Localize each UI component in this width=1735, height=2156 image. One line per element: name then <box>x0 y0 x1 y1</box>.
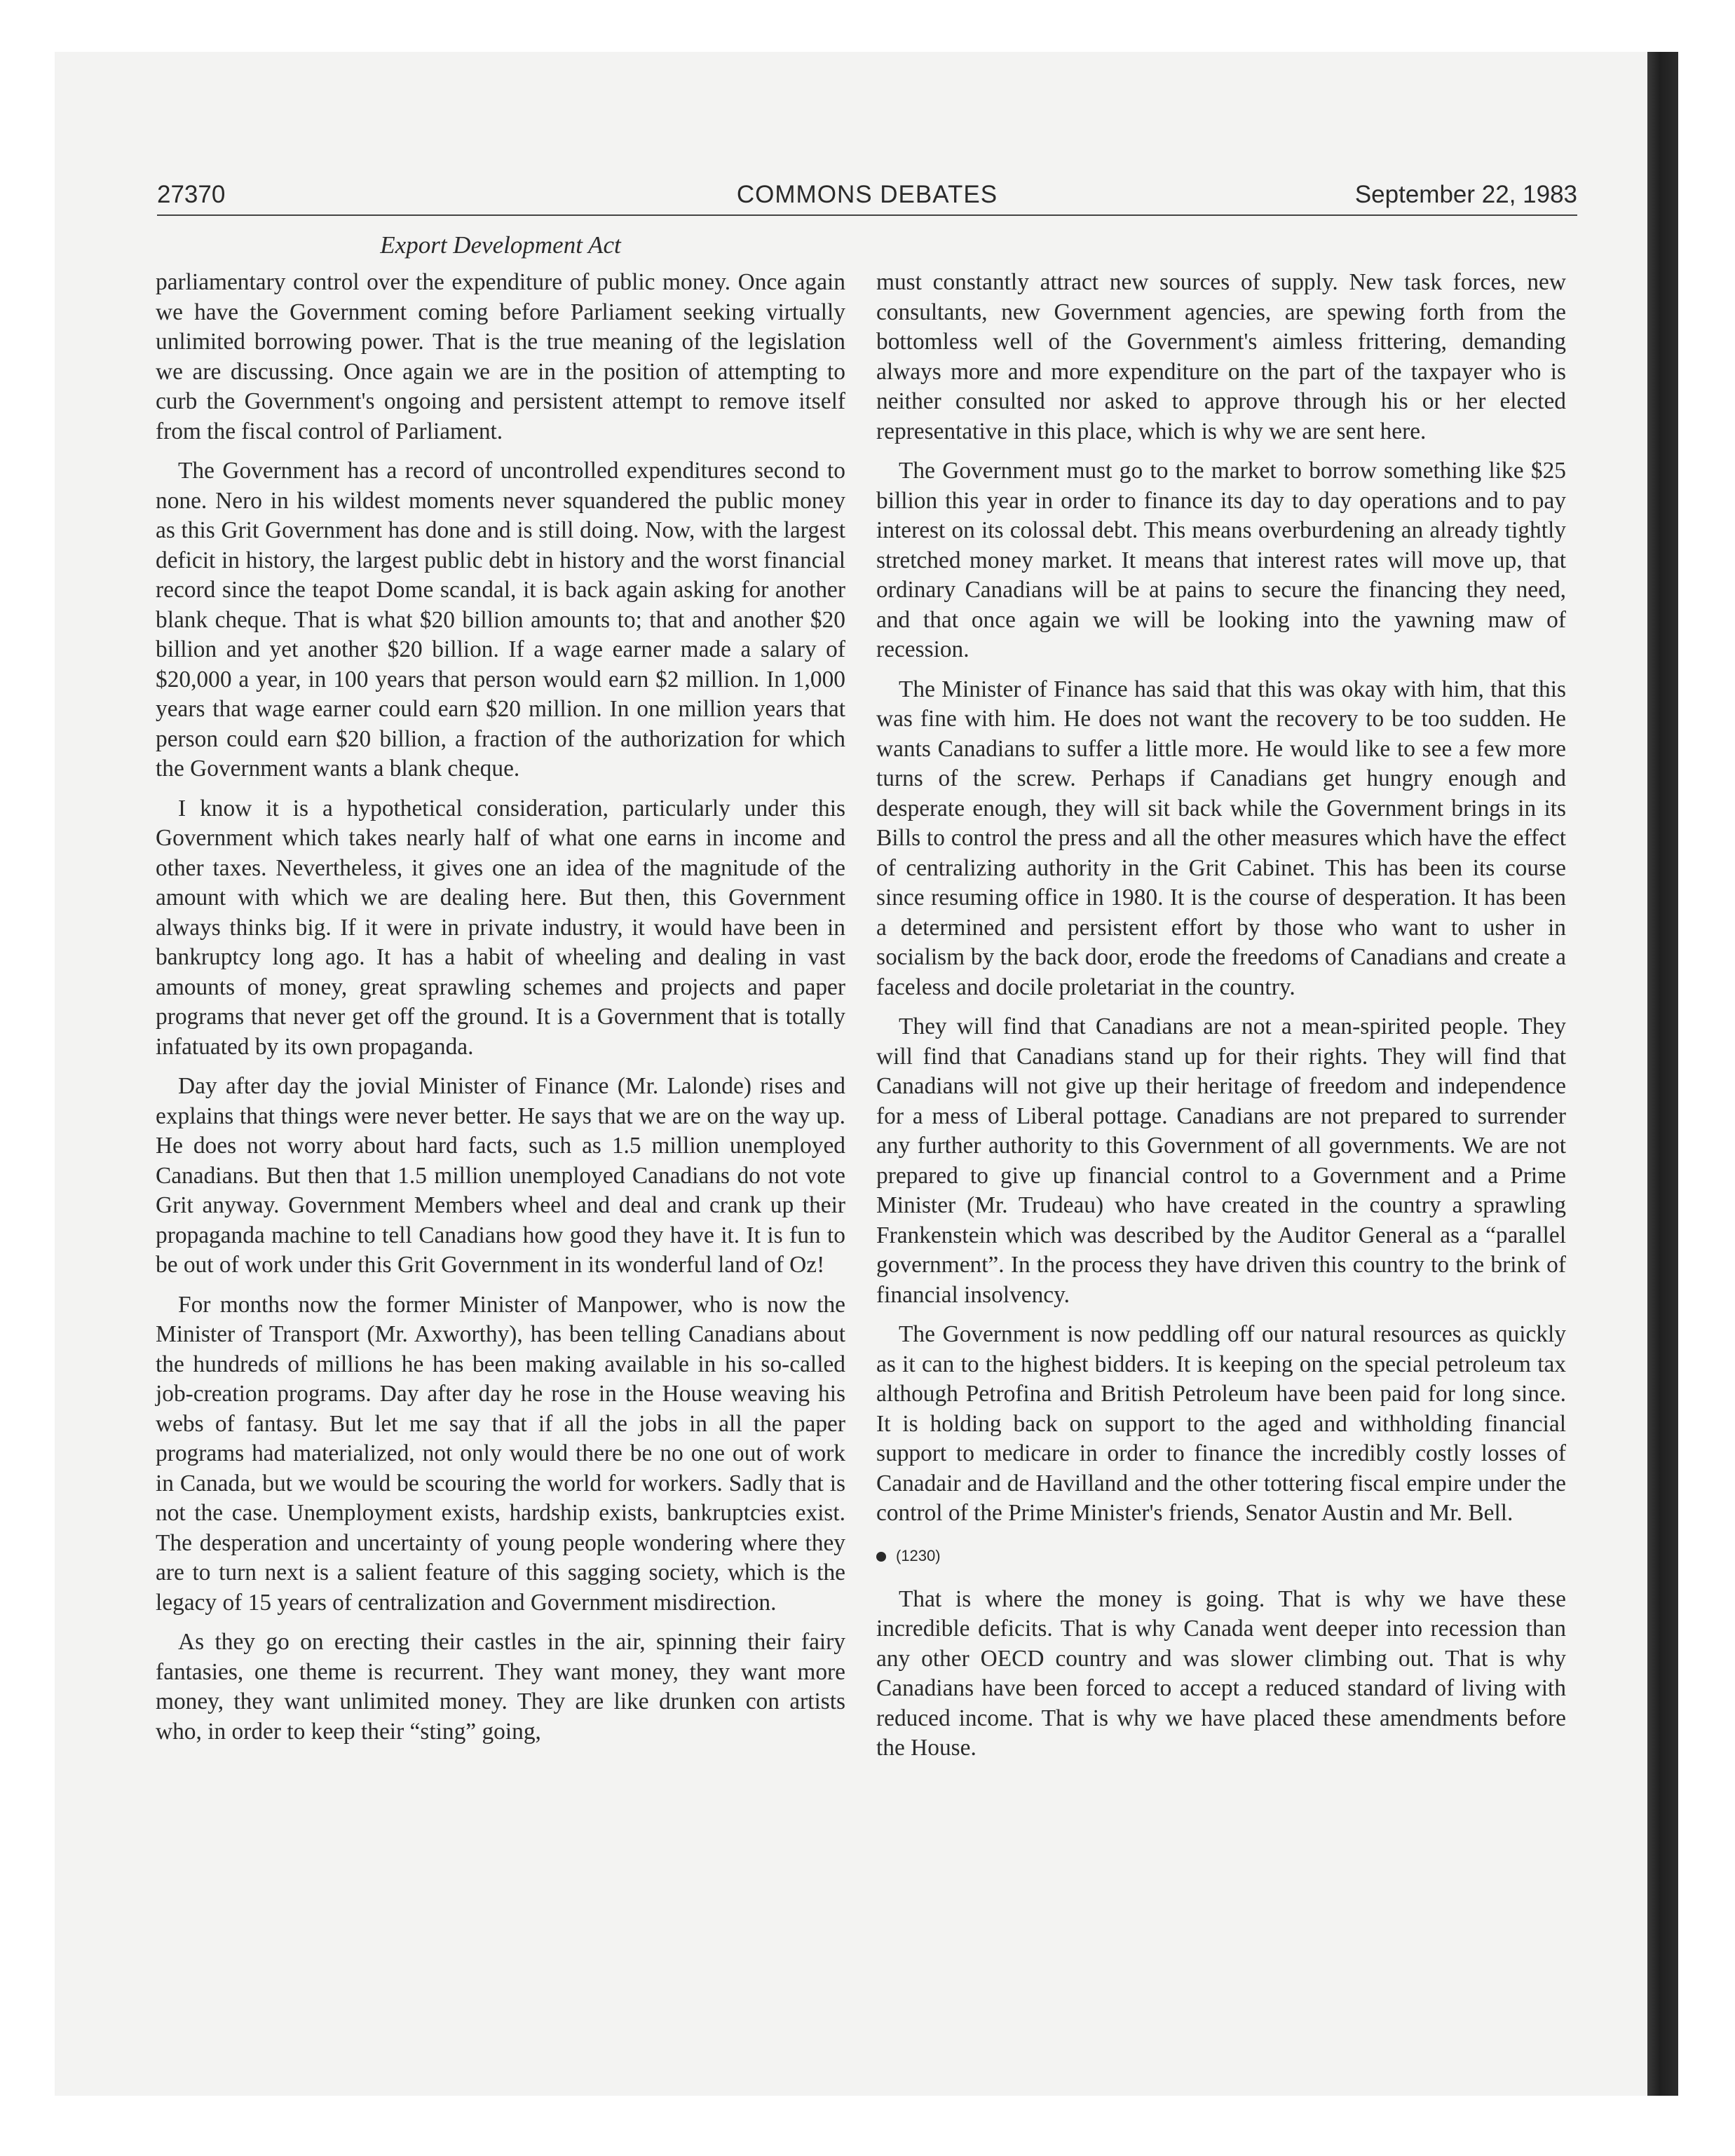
time-marker-label: (1230) <box>896 1546 941 1564</box>
paragraph: The Government is now peddling off our natural resources as quickly as it can to the highest bidders. It is keeping on the special petroleum tax although Petrofina and British Petroleum have been paid for long since. It is holding back on support to the aged and withholding financial support to medicare in order to finance the incredibly costly losses of Canadair and de Havilland and the other tottering fiscal empire under the control of the Prime Minister's friends, Senator Austin and Mr. Bell. <box>876 1321 1566 1526</box>
running-header <box>157 181 1577 216</box>
paragraph: I know it is a hypothetical consideration, particularly under this Government which takes nearly half of what one earns in income and other taxes. Nevertheless, it gives one an idea of the magnitude of the amount with which we are dealing here. But then, this Government always thinks big. If it were in private industry, it would have been in bankruptcy long ago. It has a habit of wheeling and dealing in vast amounts of money, great sprawling schemes and projects and paper programs that never get off the ground. It is a Government that is totally infatuated by its own propaganda. <box>156 795 845 1060</box>
scan-binding-edge <box>1647 52 1678 2096</box>
paragraph: The Government has a record of uncontrolled expenditures second to none. Nero in his wildest moments never squandered the public money as this Grit Government has done and is still doing. Now, with the largest deficit in history, the largest public debt in history and the worst financial record since the teapot Dome scandal, it is back again asking for another blank cheque. That is what $20 billion amounts to; that and another $20 billion and yet another $20 billion. If a wage earner made a salary of $20,000 a year, in 100 years that person would earn $2 million. In 1,000 years that wage earner could earn $20 million. In one million years that person could earn $20 billion, a fraction of the authorization for which the Government wants a blank cheque. <box>156 458 845 782</box>
publication-date: September 22, 1983 <box>1354 181 1577 208</box>
bullet-icon <box>876 1552 886 1562</box>
paragraph: For months now the former Minister of Manpower, who is now the Minister of Transport (Mr. Axworthy), has been telling Canadians about the hundreds of millions he has been making available in his so-called job-creation programs. Day after day he rose in the House weaving his webs of fantasy. But let me say that if all the jobs in all the paper programs had materialized, not only would there be no one out of work in Canada, but we would be scouring the world for workers. Sadly that is not the case. Unemployment exists, hardship exists, bankruptcies exist. The desperation and uncertainty of young people wondering where they are to turn next is a salient feature of this sagging society, which is the legacy of 15 years of centralization and Government misdirection. <box>156 1291 845 1616</box>
paragraph: The Minister of Finance has said that this was okay with him, that this was fine with him. He does not want the recovery to be too sudden. He wants Canadians to suffer a little more. He would like to see a few more turns of the screw. Perhaps if Canadians get hungry enough and desperate enough, they will sit back while the Government brings in its Bills to control the press and all the other measures which have the effect of centralizing authority in the Grit Cabinet. This has been its course since resuming office in 1980. It is the course of desperation. It has been a determined and persistent effort by those who want to usher in socialism by the back door, erode the freedoms of Canadians and create a faceless and docile proletariat in the country. <box>876 676 1566 1000</box>
paragraph: They will find that Canadians are not a mean-spirited people. They will find that Canadians stand up for their rights. They will find that Canadians will not give up their heritage of freedom and independence for a mess of Liberal pottage. Canadians are not prepared to surrender any further authority to this Government of all governments. We are not prepared to give up financial control to a Government and a Prime Minister (Mr. Trudeau) who have created in the country a sprawling Frankenstein which was described by the Auditor General as a “parallel government”. In the process they have driven this country to the brink of financial insolvency. <box>876 1014 1566 1308</box>
publication-title: COMMONS DEBATES <box>736 181 998 208</box>
paragraph: parliamentary control over the expenditure of public money. Once again we have the Government coming before Parliament seeking virtually unlimited borrowing power. That is the true meaning of the legislation we are discussing. Once again we are in the position of attempting to curb the Government's ongoing and persistent attempt to remove itself from the fiscal control of Parliament. <box>156 269 845 444</box>
time-marker <box>876 1544 1566 1568</box>
page-number: 27370 <box>157 181 226 208</box>
right-column <box>876 268 1566 1763</box>
left-column <box>156 268 845 1747</box>
paragraph: As they go on erecting their castles in the air, spinning their fairy fantasies, one theme is recurrent. They want money, they want more money, they want unlimited money. They are like drunken con artists who, in order to keep their “sting” going, <box>156 1629 845 1745</box>
paragraph: Day after day the jovial Minister of Finance (Mr. Lalonde) rises and explains that things were never better. He says that we are on the way up. He does not worry about hard facts, such as 1.5 million unemployed Canadians. But then that 1.5 million unemployed Canadians do not vote Grit anyway. Government Members wheel and deal and crank up their propaganda machine to tell Canadians how good they have it. It is fun to be out of work under this Grit Government in its wonderful land of Oz! <box>156 1073 845 1278</box>
paragraph: must constantly attract new sources of supply. New task forces, new consultants, new Government agencies, are spewing forth from the bottomless well of the Government's aimless frittering, demanding always more and more expenditure on the part of the taxpayer who is neither consulted nor asked to approve through his or her elected representative in this place, which is why we are sent here. <box>876 269 1566 444</box>
paragraph: The Government must go to the market to borrow something like $25 billion this year in order to finance its day to day operations and to pay interest on its colossal debt. This means overburdening an already tightly stretched money market. It means that interest rates will move up, that ordinary Canadians will be at pains to secure the financing they need, and that once again we will be looking into the yawning maw of recession. <box>876 458 1566 662</box>
paragraph: That is where the money is going. That is why we have these incredible deficits. That is why Canada went deeper into recession than any other OECD country and was slower climbing out. That is why Canadians have been forced to accept a reduced standard of living with reduced income. That is why we have placed these amendments before the House. <box>876 1585 1566 1761</box>
section-title: Export Development Act <box>380 231 621 259</box>
